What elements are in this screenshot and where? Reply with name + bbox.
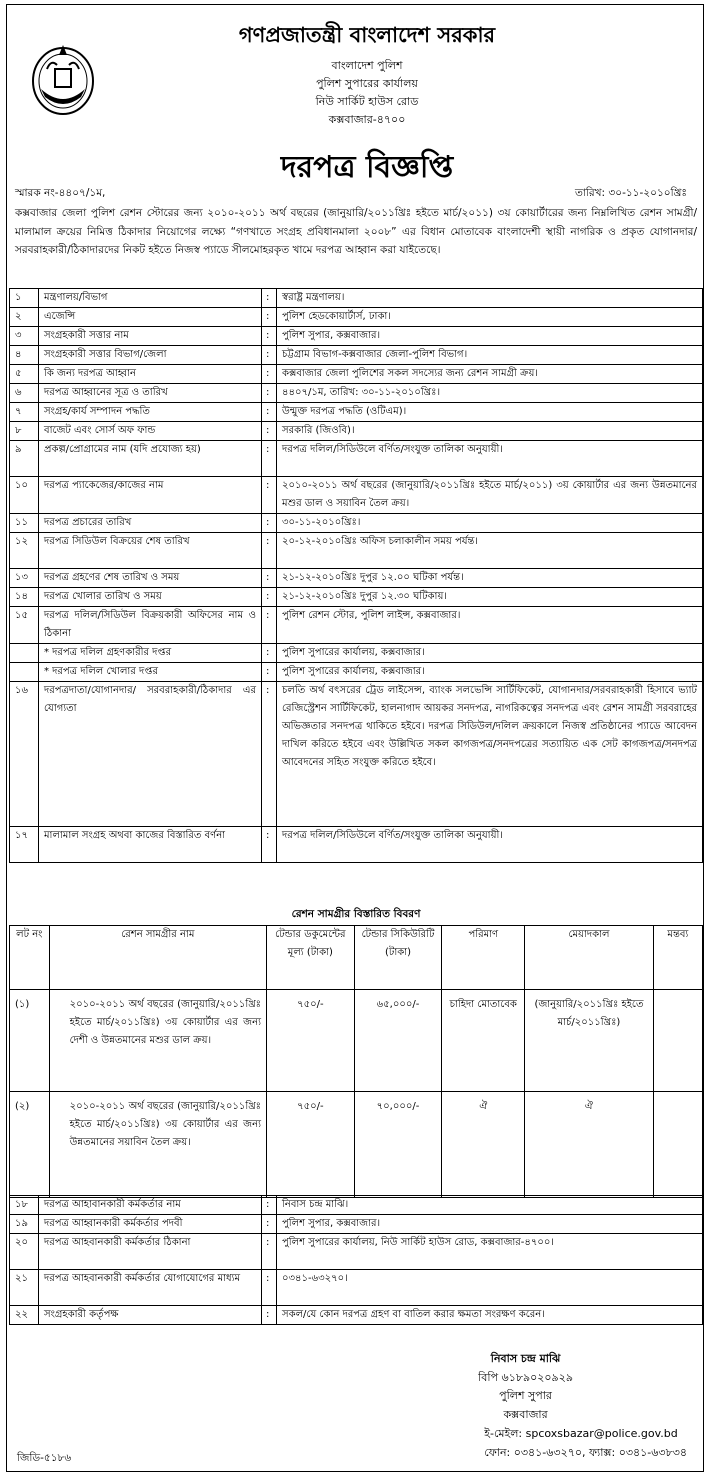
tender-notice-page — [6, 4, 704, 1472]
row-colon: : — [262, 327, 277, 346]
item-sec: ৭০,০০০/- — [354, 1092, 442, 1198]
items-header-cell: পরিমাণ — [442, 926, 525, 990]
row-value: নিবাস চন্দ্র মাঝি। — [277, 1196, 703, 1215]
row-value: পুলিশ হেডকোয়ার্টার্স, ঢাকা। — [277, 308, 703, 327]
detail-row — [10, 441, 703, 477]
row-label: দরপত্র আহ্বানের সূত্র ও তারিখ — [39, 384, 262, 403]
detail-row — [10, 607, 703, 644]
row-colon: : — [262, 827, 277, 863]
row-number: ১০ — [10, 477, 39, 514]
items-header-cell: টেন্ডার ডকুমেন্টের মূল্য (টাকা) — [267, 926, 355, 990]
row-number: ২০ — [10, 1234, 39, 1270]
item-remark — [653, 1092, 702, 1198]
row-label: দরপত্র আহাবানকারী কর্মকর্তার নাম — [39, 1196, 262, 1215]
row-label: দরপত্র খোলার তারিখ ও সময় — [39, 588, 262, 607]
row-number: ৪ — [10, 346, 39, 365]
item-name: ২০১০-২০১১ অর্থ বছরের (জানুয়ারি/২০১১খ্রিঃ হইতে মার্চ/২০১১খ্রিঃ) ৩য় কোয়ার্টার এর জন্য দেশী ও উন্নতমানের মশুর ডাল ক্রয়। — [49, 990, 266, 1092]
detail-row — [10, 403, 703, 422]
row-label: দরপত্র প্যাকেজের/কাজের নাম — [39, 477, 262, 514]
row-colon: : — [262, 1196, 277, 1215]
detail-row — [10, 346, 703, 365]
detail-row — [10, 588, 703, 607]
row-value: ২১-১২-২০১০খ্রিঃ দুপুর ১২.০০ ঘটিকা পর্যন্ত। — [277, 569, 703, 588]
row-value: পুলিশ সুপারের কার্যালয়, কক্সবাজার। — [277, 644, 703, 663]
row-colon: : — [262, 365, 277, 384]
item-row — [10, 990, 703, 1092]
row-label: কি জন্য দরপত্র আহ্বান — [39, 365, 262, 384]
detail-row — [10, 1234, 703, 1270]
row-value: ২০১০-২০১১ অর্থ বছরের (জানুয়ারি/২০১১খ্রিঃ হইতে মার্চ/২০১১) ৩য় কোয়ার্টার এর জন্য উন্নতমানের মশুর ডাল ও সয়াবিন তৈল ক্রয়। — [277, 477, 703, 514]
row-label: দরপত্র প্রচারের তারিখ — [39, 514, 262, 533]
detail-row — [10, 384, 703, 403]
row-colon: : — [262, 422, 277, 441]
row-number: ১৬ — [10, 682, 39, 827]
row-value: ৩০-১১-২০১০খ্রিঃ। — [277, 514, 703, 533]
row-value: পুলিশ সুপার, কক্সবাজার। — [277, 1215, 703, 1234]
detail-row — [10, 644, 703, 663]
row-colon: : — [262, 588, 277, 607]
detail-row — [10, 422, 703, 441]
items-header-cell: মন্তব্য — [653, 926, 702, 990]
row-label: দরপত্র দলিল/সিডিউল বিক্রয়কারী অফিসের নাম ও ঠিকানা — [39, 607, 262, 644]
department: বাংলাদেশ পুলিশ — [331, 59, 403, 72]
detail-row — [10, 1196, 703, 1215]
row-colon: : — [262, 403, 277, 422]
detail-row — [10, 827, 703, 863]
row-colon: : — [262, 477, 277, 514]
row-value: পুলিশ সুপারের কার্যালয়, কক্সবাজার। — [277, 663, 703, 682]
row-number: ১৩ — [10, 569, 39, 588]
row-value: সরকারি (জিওবি)। — [277, 422, 703, 441]
row-value: পুলিশ রেশন স্টোর, পুলিশ লাইন্স, কক্সবাজার। — [277, 607, 703, 644]
row-value: চলতি অর্থ বৎসরের ট্রেড লাইসেন্স, ব্যাংক সলভেন্সি সার্টিফিকেট, যোগানদার/সরবরাহকারী হিসাবে ভ্যাট রেজিস্ট্রেশন সার্টিফিকেট, হালনাগাদ আয়কর সনদপত্র, নাগরিকত্বের সনদপত্র এবং রেশন সামগ্রী সরবরাহের অভিজ্ঞতার সনদপত্র থাকিতে হইবে। দরপত্র সিডিউল/দলিল ক্রয়কালে নিজস্ব প্রতিষ্ঠানের প্যাডে আবেদন দাখিল করিতে হইবে এবং উল্লিখিত সকল কাগজপত্র/সনদপত্রের সত্যায়িত এক সেট কাগজপত্র/সনদপত্র আবেদনের সহিত সংযুক্ত করিতে হইবে। — [277, 682, 703, 827]
detail-row — [10, 663, 703, 682]
row-value: চট্টগ্রাম বিভাগ-কক্সবাজার জেলা-পুলিশ বিভাগ। — [277, 346, 703, 365]
row-value: ০৩৪১-৬৩২৭০। — [277, 1270, 703, 1306]
row-colon: : — [262, 1234, 277, 1270]
row-label: * দরপত্র দলিল খোলার দপ্তর — [39, 663, 262, 682]
row-value: দরপত্র দলিল/সিডিউলে বর্ণিত/সংযুক্ত তালিকা অনুযায়ী। — [277, 441, 703, 477]
row-value: স্বরাষ্ট্র মন্ত্রণালয়। — [277, 289, 703, 308]
items-header-cell: লট নং — [10, 926, 50, 990]
item-remark — [653, 990, 702, 1092]
road-name: নিউ সার্কিট হাউস রোড — [315, 95, 419, 108]
row-number: ১২ — [10, 533, 39, 569]
row-colon: : — [262, 384, 277, 403]
row-label: সংগ্রহ/কার্য সম্পাদন পদ্ধতি — [39, 403, 262, 422]
row-value: কক্সবাজার জেলা পুলিশের সকল সদস্যের জন্য রেশন সামগ্রী ক্রয়। — [277, 365, 703, 384]
row-value: ২০-১২-২০১০খ্রিঃ অফিস চলাকালীন সময় পর্যন্ত। — [277, 533, 703, 569]
row-label: * দরপত্র দলিল গ্রহণকারীর দপ্তর — [39, 644, 262, 663]
memo-number: স্মারক নং-৪৪০৭/১ম, — [15, 187, 106, 199]
row-label: বাজেট এবং সোর্স অফ ফান্ড — [39, 422, 262, 441]
detail-row — [10, 533, 703, 569]
office-name: পুলিশ সুপারের কার্যালয় — [316, 77, 418, 90]
row-label: দরপত্র আহ্বানকারী কর্মকর্তার পদবী — [39, 1215, 262, 1234]
detail-row — [10, 1270, 703, 1306]
detail-row — [10, 289, 703, 308]
row-label: সংগ্রহকারী সত্তার নাম — [39, 327, 262, 346]
items-header-cell: রেশন সামগ্রীর নাম — [49, 926, 266, 990]
item-period: ঐ — [525, 1092, 654, 1198]
tender-details-table — [9, 288, 703, 863]
notice-title: দরপত্র বিজ্ঞপ্তি — [280, 150, 454, 185]
row-value: সকল/যে কোন দরপত্র গ্রহণ বা বাতিল করার ক্ষমতা সংরক্ষণ করেন। — [277, 1306, 703, 1325]
items-section-title: রেশন সামগ্রীর বিস্তারিত বিবরণ — [291, 908, 421, 920]
row-colon: : — [262, 346, 277, 365]
signatory-place: কক্সবাজার — [503, 1407, 548, 1421]
row-number: ১ — [10, 289, 39, 308]
row-label: সংগ্রহকারী সত্তার বিভাগ/জেলা — [39, 346, 262, 365]
row-label: মালামাল সংগ্রহ অথবা কাজের বিস্তারিত বর্ণনা — [39, 827, 262, 863]
city-name: কক্সবাজার-৪৭০০ — [328, 113, 406, 126]
items-header-cell: মেয়াদকাল — [525, 926, 654, 990]
row-label: মন্ত্রণালয়/বিভাগ — [39, 289, 262, 308]
detail-row — [10, 308, 703, 327]
row-number: ২২ — [10, 1306, 39, 1325]
row-value: দরপত্র দলিল/সিডিউলে বর্ণিত/সংযুক্ত তালিকা অনুযায়ী। — [277, 827, 703, 863]
row-number — [10, 644, 39, 663]
row-colon: : — [262, 1270, 277, 1306]
row-label: দরপত্র গ্রহণের শেষ তারিখ ও সময় — [39, 569, 262, 588]
detail-row — [10, 365, 703, 384]
detail-row — [10, 514, 703, 533]
government-name: গণপ্রজাতন্ত্রী বাংলাদেশ সরকার — [238, 23, 496, 47]
row-number: ৬ — [10, 384, 39, 403]
row-number: ৩ — [10, 327, 39, 346]
detail-row — [10, 1215, 703, 1234]
officer-details-table — [9, 1195, 703, 1325]
row-colon: : — [262, 441, 277, 477]
items-table — [9, 925, 703, 1198]
row-label: প্রকল্প/প্রোগ্রামের নাম (যদি প্রযোজ্য হয়) — [39, 441, 262, 477]
item-lot: (২) — [10, 1092, 50, 1198]
email-text: ই-মেইল: spcoxsbazar@police.gov.bd — [484, 1427, 678, 1440]
items-header-row — [10, 926, 703, 990]
row-value: ৪৪০৭/১ম, তারিখ: ৩০-১১-২০১০খ্রিঃ। — [277, 384, 703, 403]
detail-row — [10, 569, 703, 588]
notice-date: তারিখ: ৩০-১১-২০১০খ্রিঃ — [574, 187, 687, 199]
item-doc: ৭৫০/- — [267, 990, 355, 1092]
item-period: (জানুয়ারি/২০১১খ্রিঃ হইতে মার্চ/২০১১খ্রিঃ) — [525, 990, 654, 1092]
signature-block — [478, 1350, 573, 1424]
row-colon: : — [262, 533, 277, 569]
row-number: ২১ — [10, 1270, 39, 1306]
row-number: ৭ — [10, 403, 39, 422]
row-colon: : — [262, 514, 277, 533]
row-label: সংগ্রহকারী কর্তৃপক্ষ — [39, 1306, 262, 1325]
row-value: পুলিশ সুপারের কার্যালয়, নিউ সার্কিট হাউস রোড, কক্সবাজার-৪৭০০। — [277, 1234, 703, 1270]
intro-paragraph: কক্সবাজার জেলা পুলিশ রেশন স্টোরের জন্য ২০১০-২০১১ অর্থ বছরের (জানুয়ারি/২০১১খ্রিঃ হইতে মার্চ/২০১১) ৩য় কোয়ার্টারের জন্য নিম্নলিখিত রেশন সামগ্রী/মালামাল ক্রয়ের নিমিত্ত ঠিকাদার নিয়োগের লক্ষ্যে “গণখাতে সংগ্রহ প্রবিধানমালা ২০০৮” এর বিধান মোতাবেক বাংলাদেশী স্থায়ী নাগরিক ও প্রকৃত যোগানদার/সরবরাহকারী/ঠিকাদারদের নিকট হইতে নিজস্ব প্যাডে সীলমোহরকৃত খামে দরপত্র আহ্বান করা যাইতেছে। — [15, 207, 697, 256]
row-colon: : — [262, 289, 277, 308]
item-name: ২০১০-২০১১ অর্থ বছরের (জানুয়ারি/২০১১খ্রিঃ হইতে মার্চ/২০১১খ্রিঃ) ৩য় কোয়ার্টার এর জন্য উন্নতমানের সয়াবিন তৈল ক্রয়। — [49, 1092, 266, 1198]
signatory-name: নিবাস চন্দ্র মাঝি — [490, 1352, 561, 1365]
row-value: উন্মুক্ত দরপত্র পদ্ধতি (ওটিএম)। — [277, 403, 703, 422]
detail-row — [10, 1306, 703, 1325]
detail-row — [10, 477, 703, 514]
contact-block — [484, 1425, 687, 1462]
row-value: ২১-১২-২০১০খ্রিঃ দুপুর ১২.৩০ ঘটিকায়। — [277, 588, 703, 607]
item-qty: ঐ — [442, 1092, 525, 1198]
row-colon: : — [262, 663, 277, 682]
item-doc: ৭৫০/- — [267, 1092, 355, 1198]
row-colon: : — [262, 644, 277, 663]
row-label: দরপত্র আহবানকারী কর্মকর্তার যোগাযোগের মাধ্যম — [39, 1270, 262, 1306]
item-qty: চাহিদা মোতাবেক — [442, 990, 525, 1092]
signatory-designation: পুলিশ সুপার — [499, 1389, 552, 1402]
detail-row — [10, 682, 703, 827]
row-number: ১৪ — [10, 588, 39, 607]
row-colon: : — [262, 308, 277, 327]
row-number: ২ — [10, 308, 39, 327]
police-emblem-icon — [29, 39, 97, 117]
item-row — [10, 1092, 703, 1198]
row-colon: : — [262, 1306, 277, 1325]
detail-row — [10, 327, 703, 346]
row-number: ১৫ — [10, 607, 39, 644]
row-number: ৮ — [10, 422, 39, 441]
row-number: ৫ — [10, 365, 39, 384]
item-sec: ৬৫,০০০/- — [354, 990, 442, 1092]
item-lot: (১) — [10, 990, 50, 1092]
row-number: ১৭ — [10, 827, 39, 863]
phone-text: ফোন: ০৩৪১-৬৩২৭০, ফ্যাক্স: ০৩৪১-৬৩৮৩৪ — [484, 1445, 687, 1459]
row-colon: : — [262, 1215, 277, 1234]
row-number: ১১ — [10, 514, 39, 533]
items-header-cell: টেন্ডার সিকিউরিটি (টাকা) — [354, 926, 442, 990]
reference-code: জিডি-৫১৮৬ — [17, 1452, 72, 1464]
row-label: দরপত্র আহবানকারী কর্মকর্তার ঠিকানা — [39, 1234, 262, 1270]
row-colon: : — [262, 569, 277, 588]
row-number: ১৮ — [10, 1196, 39, 1215]
signatory-bp: বিপি ৬১৮৯০২০৯২৯ — [478, 1370, 573, 1384]
row-colon: : — [262, 607, 277, 644]
row-number: ৯ — [10, 441, 39, 477]
row-number: ১৯ — [10, 1215, 39, 1234]
row-value: পুলিশ সুপার, কক্সবাজার। — [277, 327, 703, 346]
row-number — [10, 663, 39, 682]
row-label: দরপত্রদাতা/যোগানদার/ সরবরাহকারী/ঠিকাদার এর যোগ্যতা — [39, 682, 262, 827]
row-colon: : — [262, 682, 277, 827]
row-label: এজেন্সি — [39, 308, 262, 327]
row-label: দরপত্র সিডিউল বিক্রয়ের শেষ তারিখ — [39, 533, 262, 569]
